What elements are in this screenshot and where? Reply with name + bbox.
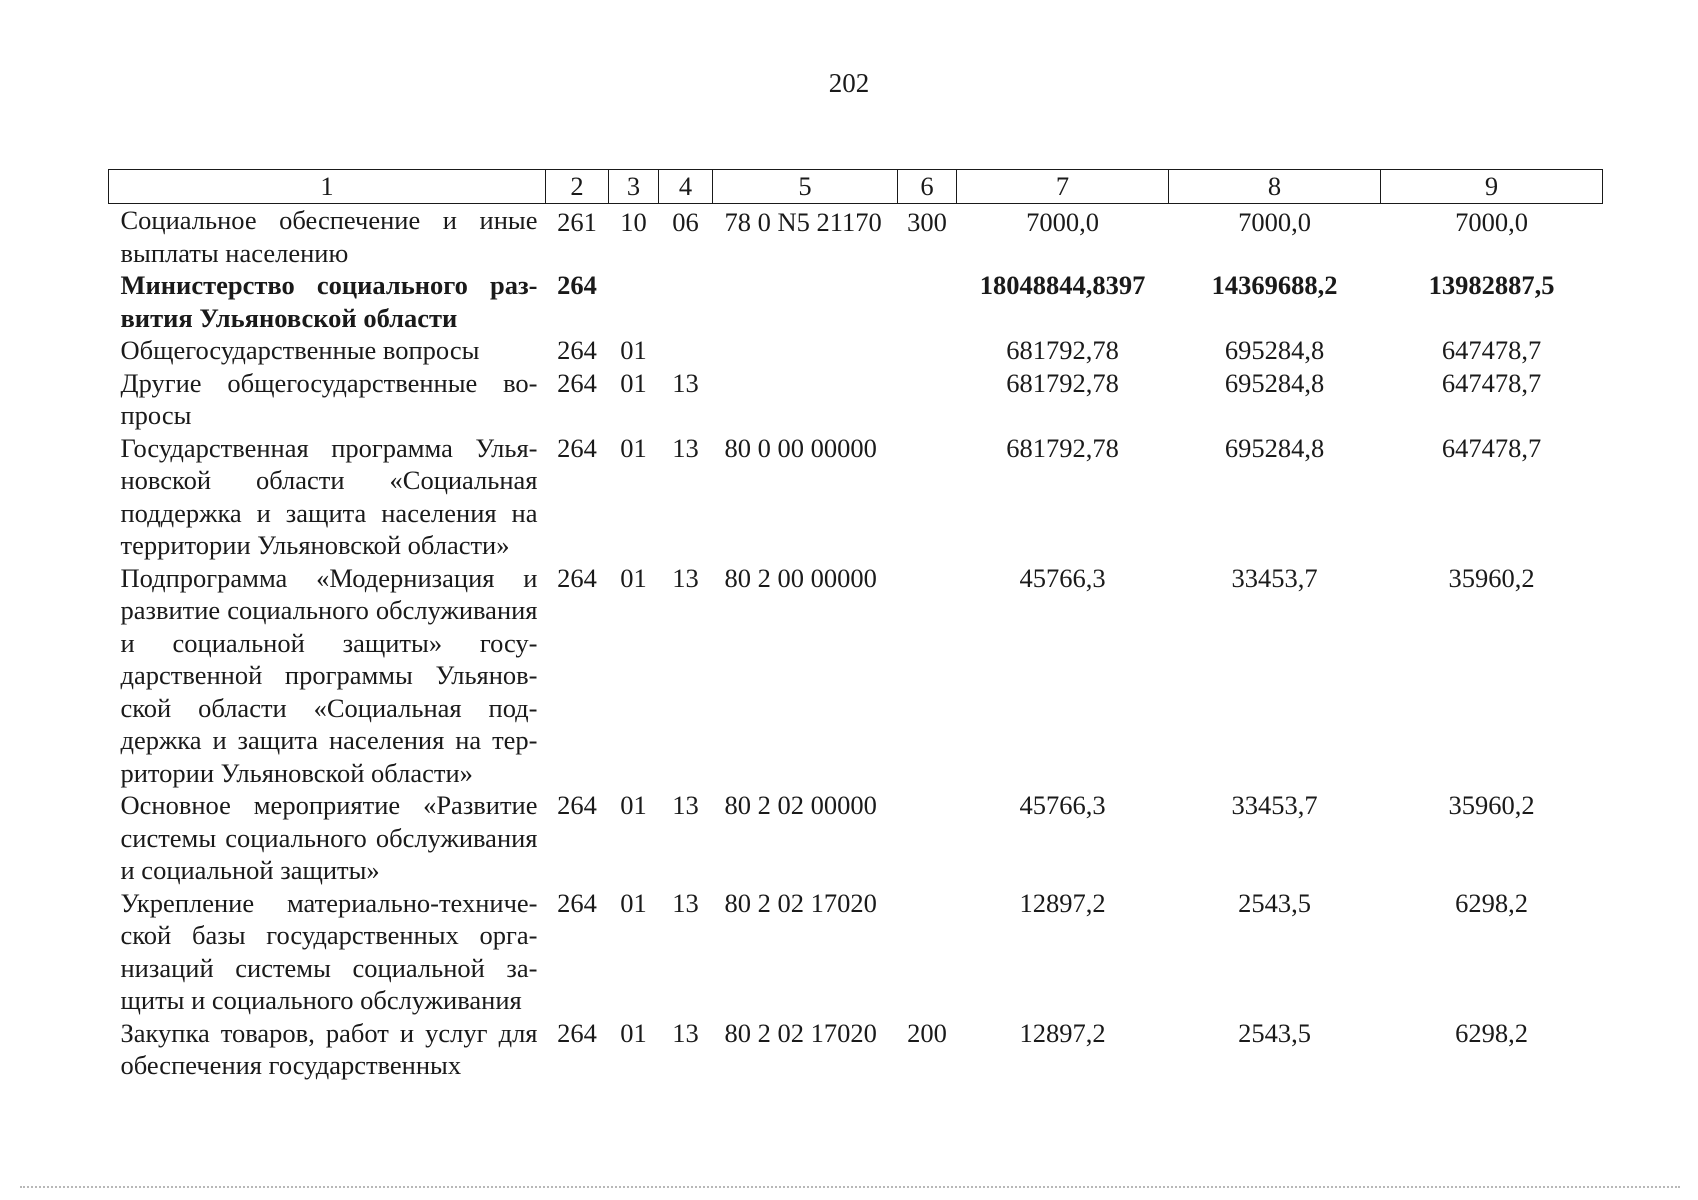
column-header: 6 [898,170,957,204]
cell-code-2: 264 [557,270,597,300]
cell-code-4: 06 [672,207,699,237]
cell-value-9: 6298,2 [1455,1017,1528,1048]
cell-code-3: 01 [620,335,647,365]
row-name: Подпрограмма «Модернизация и развитие социального обслуживания и социальной защиты» государственной программы Ульяновской области «Социальная поддержка и защита населения на территории Ульяновской области» [120,562,538,788]
cell-code-5: 80 2 00 00000 [724,562,877,593]
cell-code-5 [713,367,898,432]
table-row [109,269,1603,334]
cell-code-2: 264 [557,1017,597,1048]
cell-code-2: 264 [557,335,597,365]
cell-code-6 [898,269,957,334]
table-row [109,1017,1603,1082]
cell-value-9: 7000,0 [1455,207,1528,237]
cell-value-8: 2543,5 [1238,887,1311,918]
cell-code-6 [898,562,957,790]
table-row [109,432,1603,562]
cell-code-4: 13 [672,790,699,820]
cell-value-7: 681792,78 [1006,432,1119,463]
cell-code-6 [898,789,957,887]
row-name: Другие общегосударственные вопросы [120,367,538,430]
table-row [109,562,1603,790]
cell-code-6: 200 [907,1017,947,1048]
cell-value-8: 33453,7 [1231,562,1318,593]
row-name: Министерство социального развития Ульяновской области [120,270,538,333]
cell-code-3: 01 [620,1017,647,1048]
cell-code-3: 01 [620,367,647,398]
cell-code-4: 13 [672,432,699,463]
budget-table [108,169,1603,1082]
cell-code-4: 13 [672,887,699,918]
row-name: Социальное обеспечение и иные выплаты населению [120,205,538,268]
cell-code-3 [609,269,659,334]
page-number: 202 [828,68,870,98]
cell-value-9: 35960,2 [1448,562,1535,593]
column-header: 9 [1381,170,1603,204]
cell-value-7: 681792,78 [1006,367,1119,398]
cell-value-9: 35960,2 [1448,790,1535,820]
cell-code-4 [659,269,713,334]
cell-value-8: 7000,0 [1238,207,1311,237]
cell-value-9: 647478,7 [1441,367,1542,398]
cell-code-3: 01 [620,790,647,820]
table-row [109,789,1603,887]
column-header: 5 [713,170,898,204]
cell-code-6: 300 [907,207,947,237]
cell-code-4 [659,334,713,367]
cell-value-7: 45766,3 [1019,790,1106,820]
cell-value-7: 18048844,8397 [979,270,1146,300]
cell-code-4: 13 [672,367,699,398]
cell-code-6 [898,367,957,432]
cell-value-8: 695284,8 [1224,432,1325,463]
table-row [109,334,1603,367]
cell-value-7: 12897,2 [1019,887,1106,918]
row-name: Укрепление материально-технической базы государственных организаций системы социальной защиты и социального обслуживания [120,887,538,1015]
cell-value-8: 14369688,2 [1211,270,1338,300]
cell-value-7: 12897,2 [1019,1017,1106,1048]
cell-code-2: 264 [557,562,597,593]
row-name: Закупка товаров, работ и услуг для обеспечения государственных [120,1017,538,1080]
cell-code-4: 13 [672,562,699,593]
cell-value-8: 2543,5 [1238,1017,1311,1048]
row-name: Общегосударственные вопросы [120,335,480,365]
cell-code-2: 261 [557,207,597,237]
cell-code-3: 10 [620,207,647,237]
cell-code-2: 264 [557,367,597,398]
cell-code-2: 264 [557,432,597,463]
cell-code-2: 264 [557,790,597,820]
cell-code-5 [713,269,898,334]
cell-code-5: 80 2 02 00000 [724,790,877,820]
cell-code-5: 80 2 02 17020 [724,1017,877,1048]
row-name: Основное мероприятие «Развитие системы социального обслуживания и социальной защиты» [120,790,538,885]
column-header: 4 [659,170,713,204]
column-header: 8 [1169,170,1381,204]
cell-code-5 [713,334,898,367]
cell-value-9: 6298,2 [1455,887,1528,918]
cell-code-4: 13 [672,1017,699,1048]
column-header: 1 [109,170,546,204]
cell-code-2: 264 [557,887,597,918]
cell-code-6 [898,887,957,1017]
cell-code-5: 80 0 00 00000 [724,432,877,463]
cell-value-8: 695284,8 [1224,335,1325,365]
cell-code-3: 01 [620,432,647,463]
cell-code-6 [898,432,957,562]
column-number-row [109,170,1603,204]
cell-value-7: 45766,3 [1019,562,1106,593]
cell-code-3: 01 [620,562,647,593]
cell-value-7: 7000,0 [1026,207,1099,237]
row-name: Государственная программа Ульяновской области «Социальная поддержка и защита населения на территории Ульяновской области» [120,432,538,560]
cell-value-7: 681792,78 [1006,335,1119,365]
column-header: 3 [609,170,659,204]
scan-artifact-line [20,1186,1680,1188]
cell-code-5: 80 2 02 17020 [724,887,877,918]
cell-code-5: 78 0 N5 21170 [724,207,882,237]
cell-value-9: 647478,7 [1441,335,1542,365]
table-row [109,887,1603,1017]
cell-code-6 [898,334,957,367]
table-row [109,204,1603,270]
cell-code-3: 01 [620,887,647,918]
cell-value-8: 695284,8 [1224,367,1325,398]
cell-value-9: 647478,7 [1441,432,1542,463]
table-row [109,367,1603,432]
column-header: 2 [546,170,609,204]
column-header: 7 [957,170,1169,204]
cell-value-9: 13982887,5 [1428,270,1555,300]
cell-value-8: 33453,7 [1231,790,1318,820]
